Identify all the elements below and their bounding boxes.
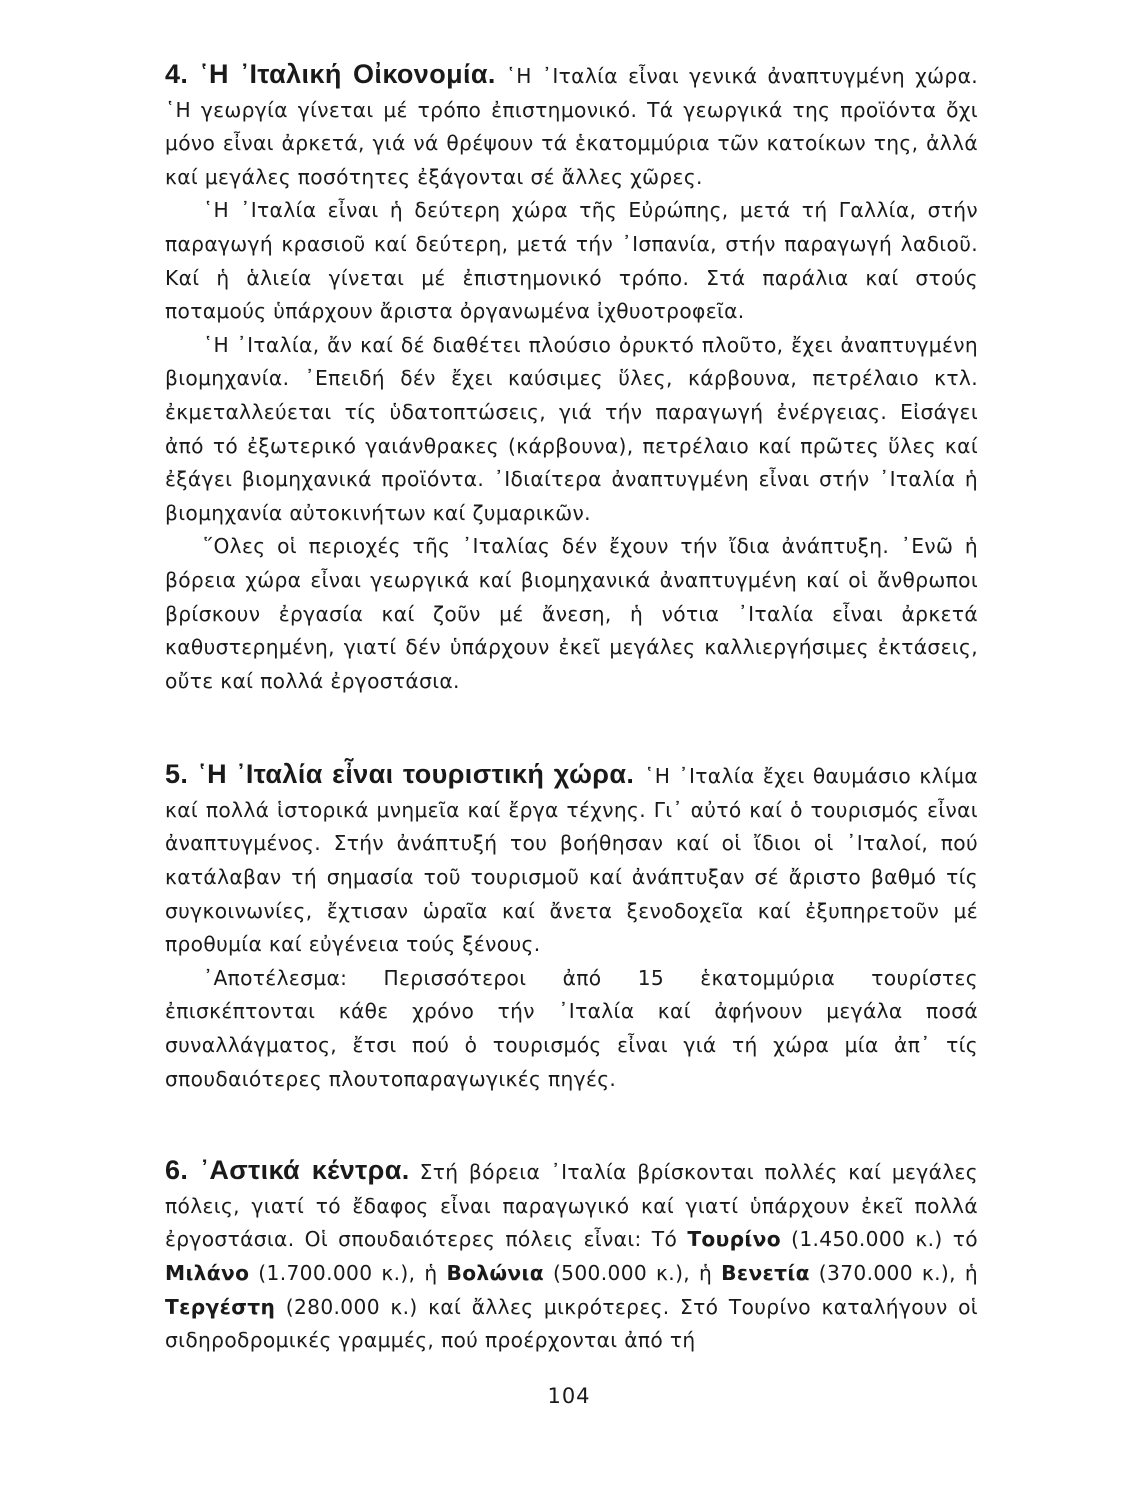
section-urban-centers [165, 1154, 978, 1358]
section-heading: 5. ῾Η ᾿Ιταλία εἶναι τουριστική χώρα. [165, 759, 635, 790]
section-italian-economy [165, 58, 978, 698]
paragraph [165, 758, 978, 962]
city-name: Τεργέστη [165, 1294, 276, 1319]
paragraph-text: ῾Η ᾿Ιταλία εἶναι γενικά ἀναπτυγμένη χώρα. ῾Η γεωργία γίνεται μέ τρόπο ἐπιστημονικό. Τά γεωργικά της προϊόντα ὄχι μόνο εἶναι ἀρκετά, γιά νά θρέψουν τά ἑκατομμύρια τῶν κατοίκων της, ἀλλά καί μεγάλες ποσότητες ἐξάγονται σέ ἄλλες χῶρες. [165, 64, 978, 189]
city-name: Τουρίνο [687, 1227, 781, 1252]
paragraph-text: Στή βόρεια ᾿Ιταλία βρίσκονται πολλές καί μεγάλες πόλεις, γιατί τό ἔδαφος εἶναι παραγωγικό καί γιατί ὑπάρχουν ἐκεῖ πολλά ἐργοστάσια. Οἱ σπουδαιότερες πόλεις εἶναι: Τό [165, 1160, 978, 1252]
city-name: Βολώνια [446, 1261, 544, 1285]
city-info: (370.000 κ.), ἡ [818, 1261, 978, 1285]
paragraph-text: ῾Η ᾿Ιταλία ἔχει θαυμάσιο κλίμα καί πολλά ἱστορικά μνημεῖα καί ἔργα τέχνης. Γι᾿ αὐτό καί ὁ τουρισμός εἶναι ἀναπτυγμένος. Στήν ἀνάπτυξή του βοήθησαν καί οἱ ἴδιοι οἱ ᾿Ιταλοί, πού κατάλαβαν τή σημασία τοῦ τουρισμοῦ καί ἀνάπτυξαν σέ ἄριστο βαθμό τίς συγκοινωνίες, ἔχτισαν ὡραῖα καί ἄνετα ξενοδοχεῖα καί ἐξυπηρετοῦν μέ προθυμία καί εὐγένεια τούς ξένους. [165, 764, 978, 957]
city-info: (500.000 κ.), ἡ [552, 1261, 713, 1285]
page-number: 104 [547, 1384, 591, 1408]
section-tourism [165, 758, 978, 1096]
city-info: (280.000 κ.) καί ἄλλες μικρότερες. Στό Τουρίνο καταλήγουν οἱ σιδηροδρομικές γραμμές, πού προέρχονται ἀπό τή [165, 1294, 978, 1353]
paragraph [165, 58, 978, 194]
paragraph: ᾿Αποτέλεσμα: Περισσότεροι ἀπό 15 ἑκατομμύρια τουρίστες ἐπισκέπτονται κάθε χρόνο τήν ᾿Ιταλία καί ἀφήνουν μεγάλα ποσά συναλλάγματος, ἔτσι πού ὁ τουρισμός εἶναι γιά τή χώρα μία ἀπ᾿ τίς σπουδαιότερες πλουτοπαραγωγικές πηγές. [165, 965, 978, 1091]
city-info: (1.700.000 κ.), ἡ [258, 1261, 438, 1285]
section-heading: 4. ῾Η ᾿Ιταλική Οἰκονομία. [165, 59, 496, 89]
city-info: (1.450.000 κ.) τό [791, 1227, 978, 1252]
paragraph: ῞Ολες οἱ περιοχές τῆς ᾿Ιταλίας δέν ἔχουν τήν ἴδια ἀνάπτυξη. ᾿Ενῶ ἡ βόρεια χώρα εἶναι γεωργικά καί βιομηχανικά ἀναπτυγμένη καί οἱ ἄνθρωποι βρίσκουν ἐργασία καί ζοῦν μέ ἄνεση, ἡ νότια ᾿Ιταλία εἶναι ἀρκετά καθυστερημένη, γιατί δέν ὑπάρχουν ἐκεῖ μεγάλες καλλιεργήσιμες ἐκτάσεις, οὔτε καί πολλά ἐργοστάσια. [165, 534, 978, 693]
paragraph: ῾Η ᾿Ιταλία εἶναι ἡ δεύτερη χώρα τῆς Εὐρώπης, μετά τή Γαλλία, στήν παραγωγή κρασιοῦ καί δεύτερη, μετά τήν ᾿Ισπανία, στήν παραγωγή λαδιοῦ. Καί ἡ ἁλιεία γίνεται μέ ἐπιστημονικό τρόπο. Στά παράλια καί στούς ποταμούς ὑπάρχουν ἄριστα ὀργανωμένα ἰχθυοτροφεῖα. [165, 198, 978, 324]
section-heading: 6. ᾿Αστικά κέντρα. [165, 1155, 410, 1186]
paragraph: ῾Η ᾿Ιταλία, ἄν καί δέ διαθέτει πλούσιο ὀρυκτό πλοῦτο, ἔχει ἀναπτυγμένη βιομηχανία. ᾿Επειδή δέν ἔχει καύσιμες ὕλες, κάρβουνα, πετρέλαιο κτλ. ἐκμεταλλεύεται τίς ὑδατοπτώσεις, γιά τήν παραγωγή ἐνέργειας. Εἰσάγει ἀπό τό ἐξωτερικό γαιάνθρακες (κάρβουνα), πετρέλαιο καί πρῶτες ὕλες καί ἐξάγει βιομηχανικά προϊόντα. ᾿Ιδιαίτερα ἀναπτυγμένη εἶναι στήν ᾿Ιταλία ἡ βιομηχανία αὐτοκινήτων καί ζυμαρικῶν. [165, 332, 978, 525]
city-name: Μιλάνο [165, 1261, 250, 1285]
paragraph [165, 1154, 978, 1358]
city-name: Βενετία [721, 1261, 810, 1285]
